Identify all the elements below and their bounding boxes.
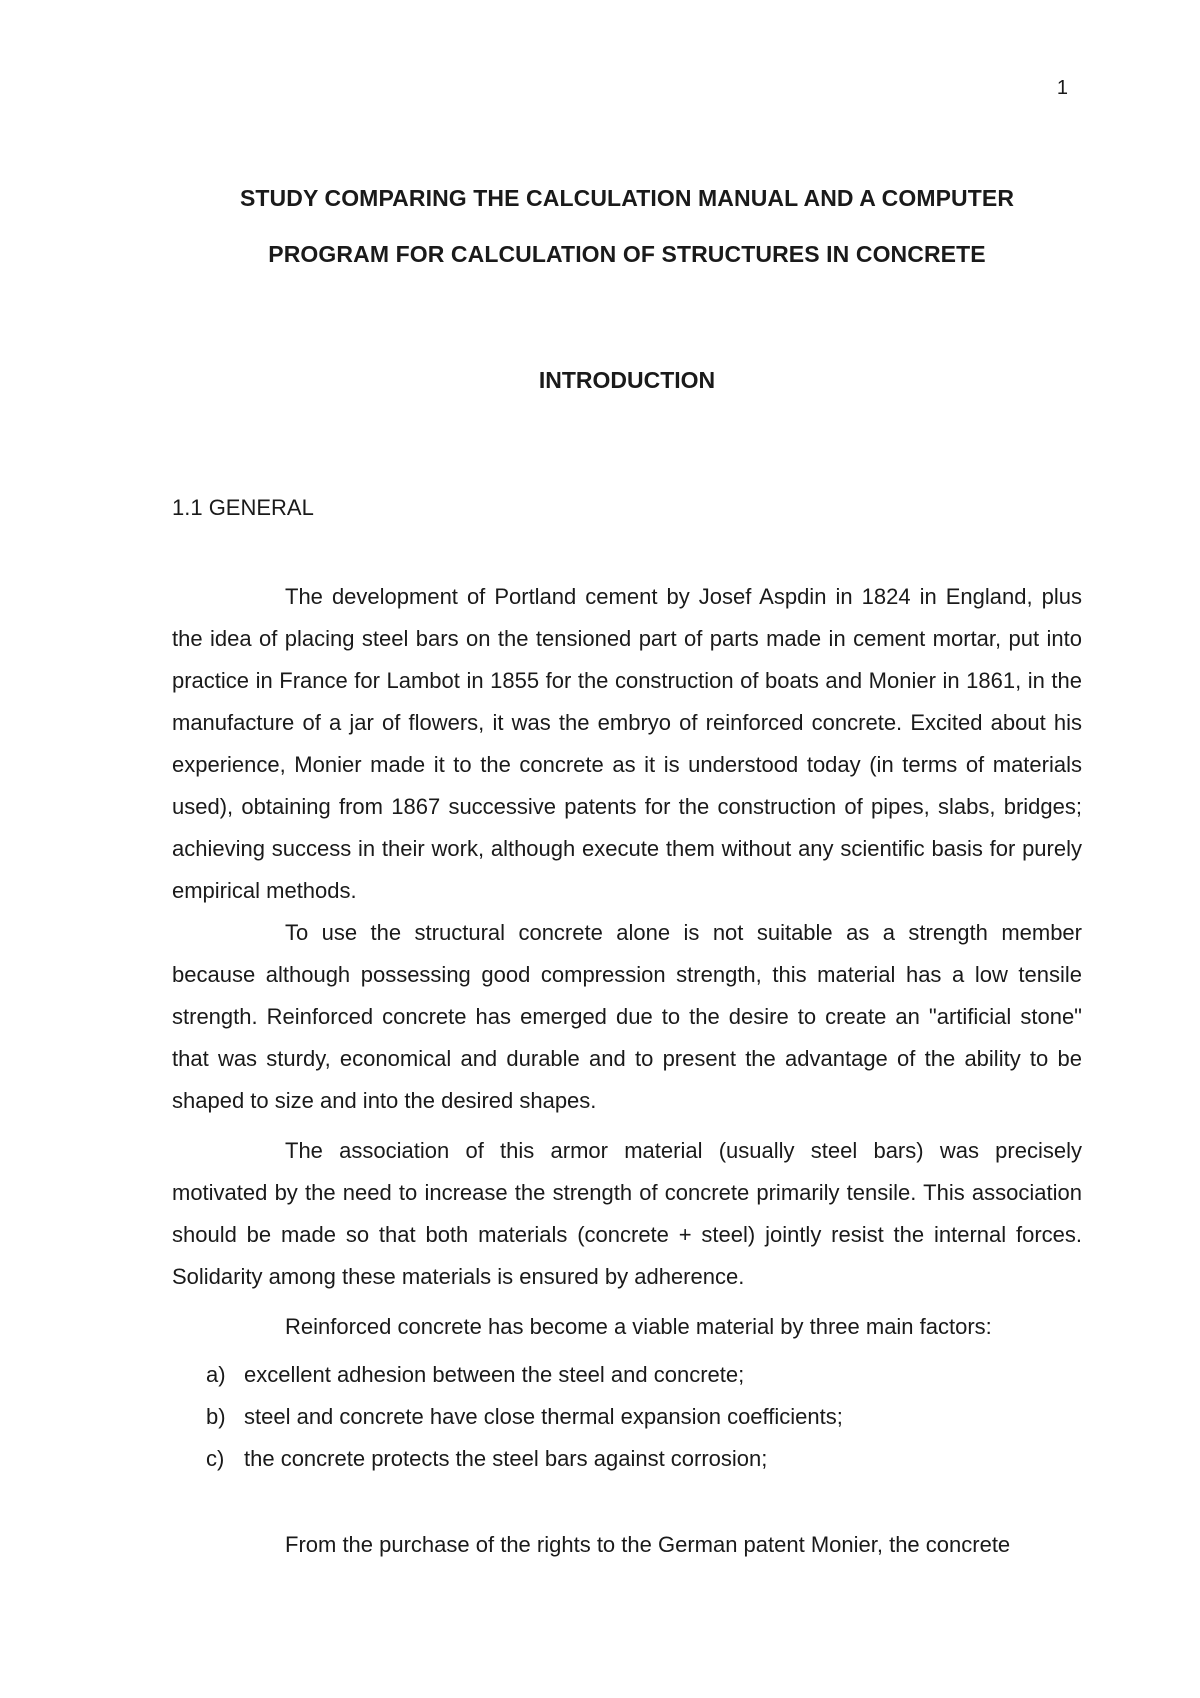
paragraph-structural-concrete: To use the structural concrete alone is not suitable as a strength member because although possessing good compression strength, this material has a low tensile strength. Reinforced concrete has emerged due to the desire to create an "artificial stone" that was sturdy, economical and durable and to present the advantage of the ability to be shaped to size and into the desired shapes. [172, 920, 1082, 1113]
paragraph-armor-material: The association of this armor material (usually steel bars) was precisely motivated by the need to increase the strength of concrete primarily tensile. This association should be made so that both materials (concrete + steel) jointly resist the internal forces. Solidarity among these materials is ensured by adherence. [172, 1138, 1082, 1289]
introduction-heading: INTRODUCTION [538, 367, 716, 393]
list-item [172, 1396, 1082, 1438]
section-body [172, 576, 1082, 1566]
document-title-line-2: PROGRAM FOR CALCULATION OF STRUCTURES IN CONCRETE [268, 241, 986, 267]
page-number: 1 [1056, 77, 1068, 99]
paragraph-portland-cement: The development of Portland cement by Josef Aspdin in 1824 in England, plus the idea of placing steel bars on the tensioned part of parts made in cement mortar, put into practice in France for Lambot in 1855 for the construction of boats and Monier in 1861, in the manufacture of a jar of flowers, it was the embryo of reinforced concrete. Excited about his experience, Monier made it to the concrete as it is understood today (in terms of materials used), obtaining from 1867 successive patents for the construction of pipes, slabs, bridges; achieving success in their work, although execute them without any scientific basis for purely empirical methods. [172, 584, 1082, 903]
list-item [172, 1354, 1082, 1396]
list-item-marker: a) [206, 1362, 226, 1387]
document-title-line-1: STUDY COMPARING THE CALCULATION MANUAL AND A COMPUTER [239, 185, 1015, 211]
list-item-text: excellent adhesion between the steel and concrete; [244, 1362, 745, 1387]
document-title [172, 170, 1082, 282]
factor-list [172, 1354, 1082, 1480]
list-item-marker: c) [206, 1446, 225, 1471]
section-heading: 1.1 GENERAL [172, 495, 314, 520]
list-item-text: the concrete protects the steel bars against corrosion; [244, 1446, 768, 1471]
paragraph-main-factors: Reinforced concrete has become a viable material by three main factors: [285, 1314, 992, 1339]
paragraph-german-patent: From the purchase of the rights to the German patent Monier, the concrete [285, 1532, 1011, 1557]
list-item-text: steel and concrete have close thermal expansion coefficients; [244, 1404, 843, 1429]
list-item-marker: b) [206, 1404, 226, 1429]
list-item [172, 1438, 1082, 1480]
